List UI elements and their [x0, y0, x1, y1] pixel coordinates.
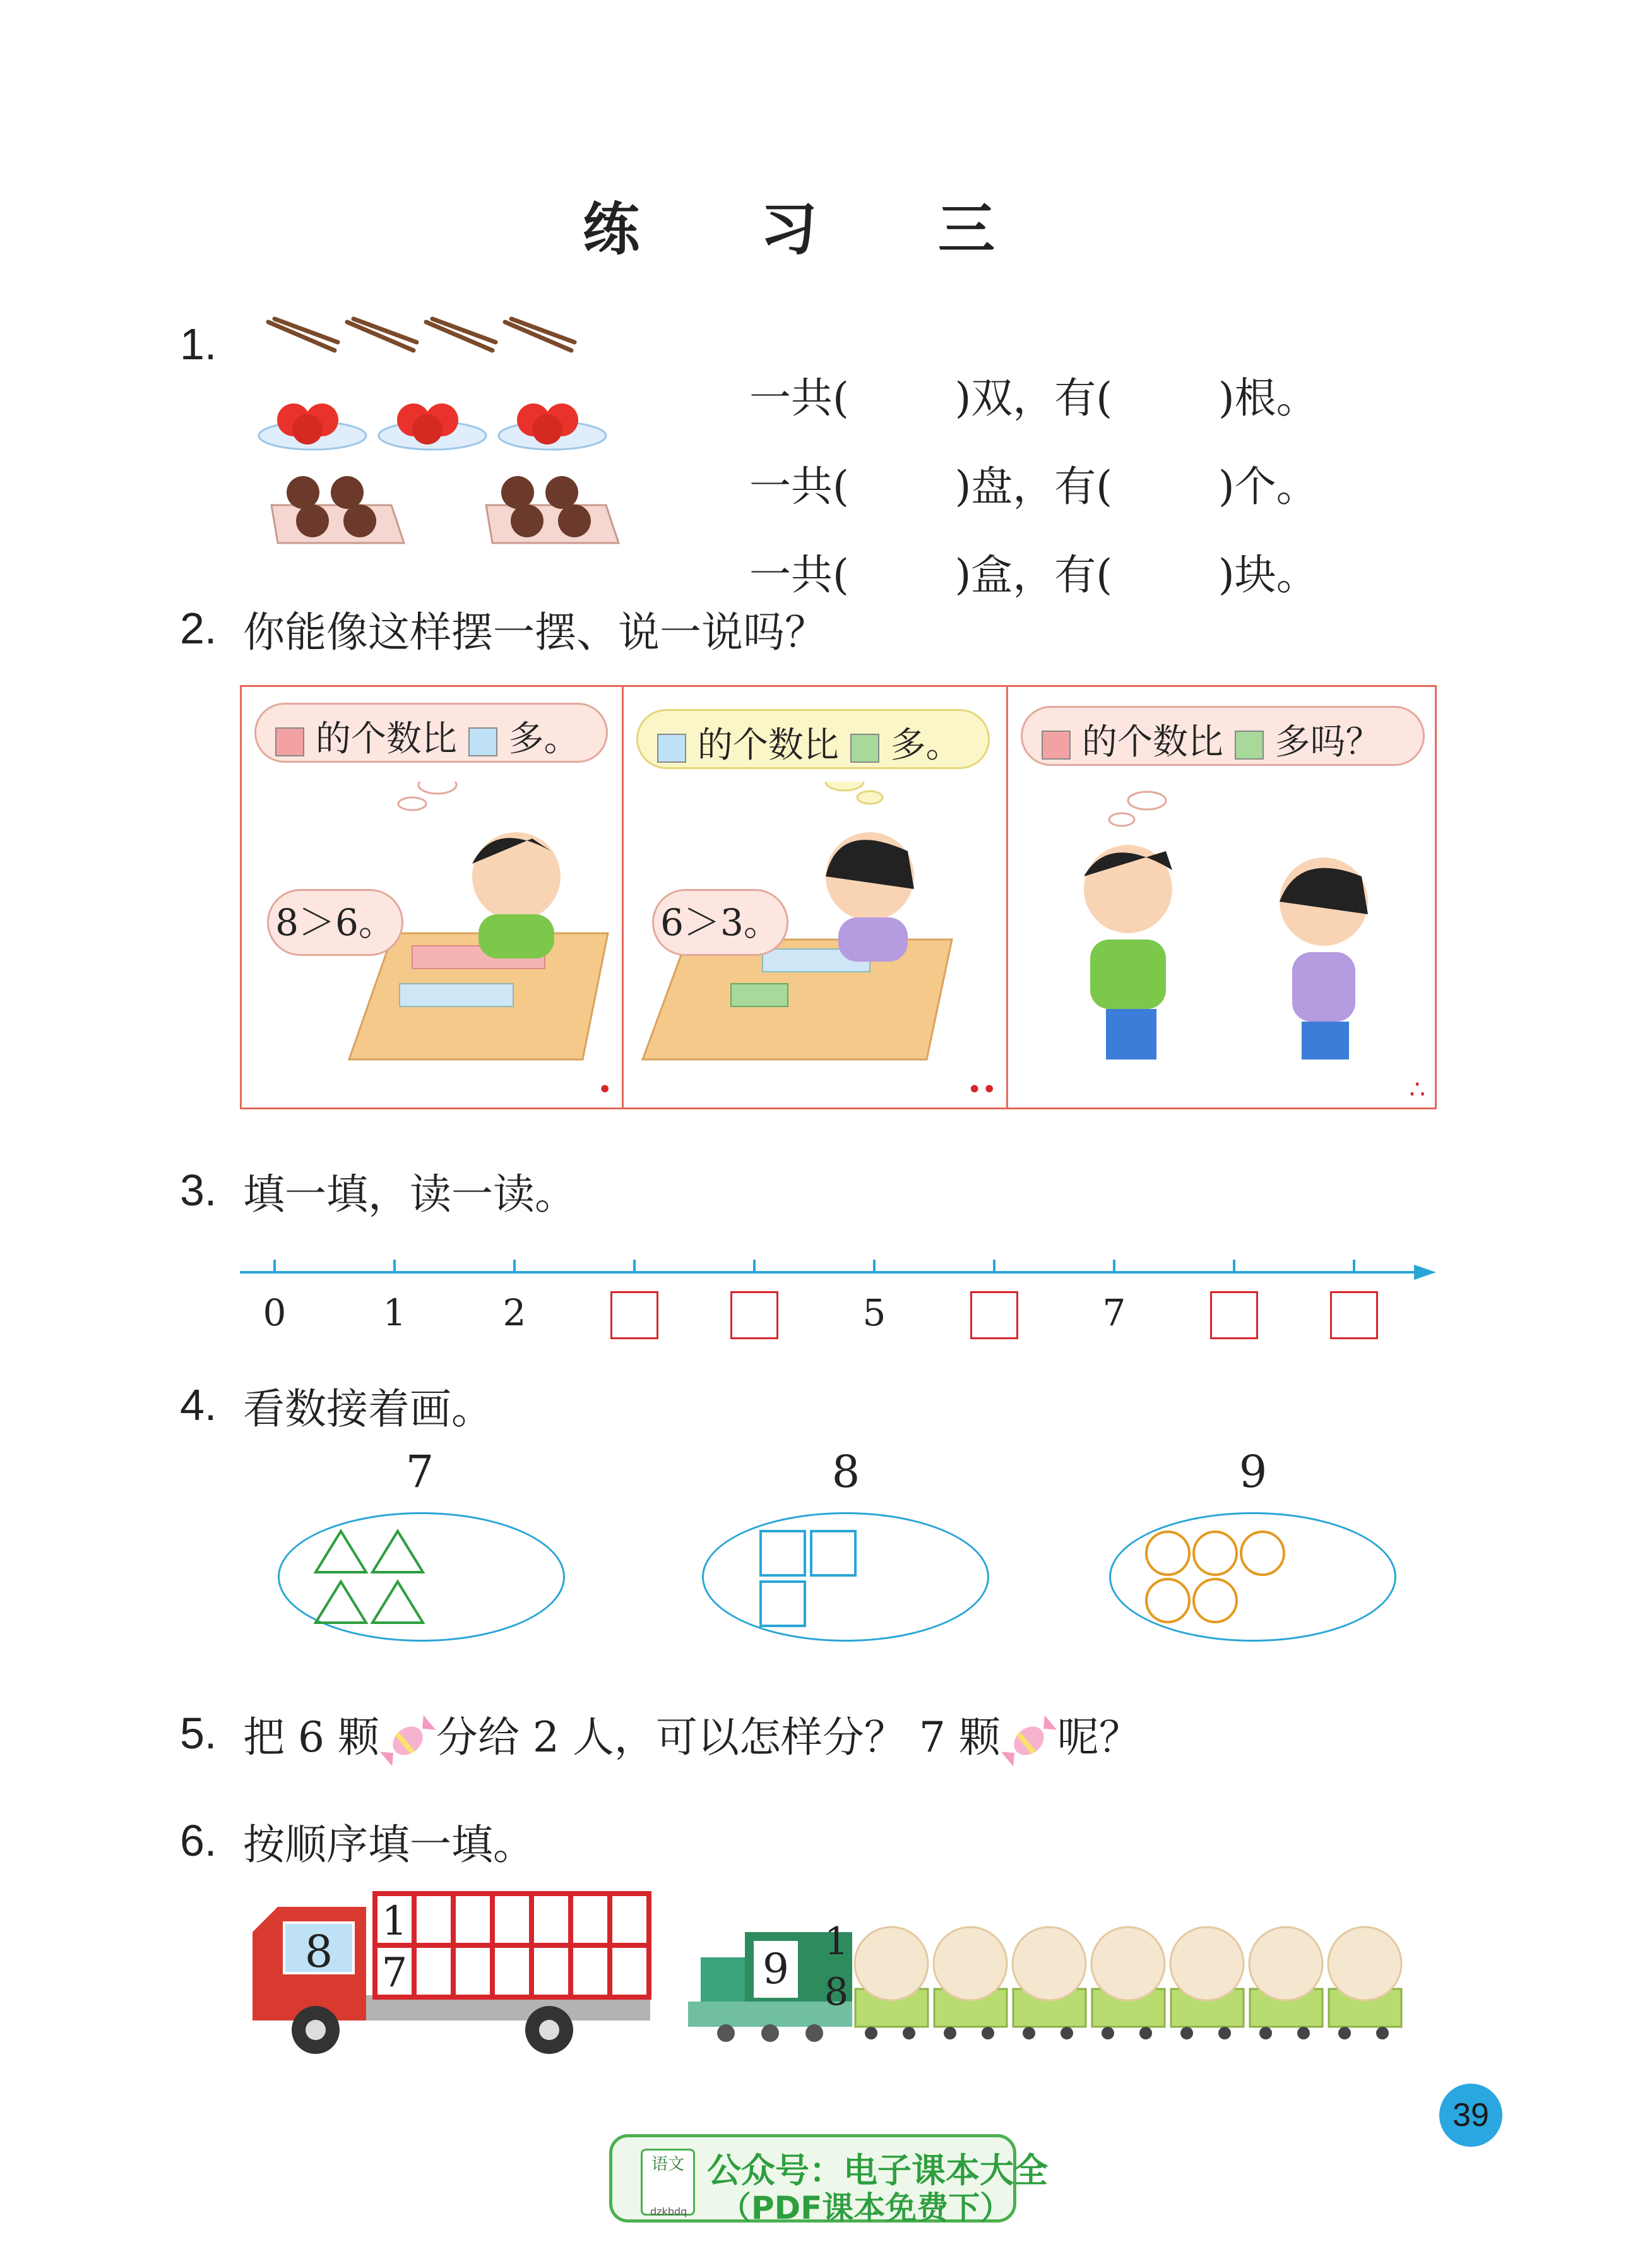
tomato-plate-icon: [256, 385, 609, 455]
q2-panel-2: [622, 685, 1008, 1109]
q4-text: 看数接着画。: [243, 1385, 493, 1433]
tick-label: 7: [1102, 1291, 1126, 1334]
q2-panel-1: [240, 685, 624, 1109]
speech-bubble: 8＞6。: [267, 889, 403, 956]
grid-cell[interactable]: [453, 1945, 492, 1997]
speech-bubble: 6＞3。: [652, 889, 788, 956]
footer-line-1: 公众号：电子课本大全: [707, 2151, 1048, 2190]
boy-and-girl-illustration: [1059, 782, 1412, 1097]
grid-cell: 1: [375, 1894, 414, 1945]
triangles-icon: [312, 1528, 432, 1629]
count-number: 8: [831, 1446, 860, 1498]
grid-cell[interactable]: [492, 1894, 532, 1945]
footer-line-2: （PDF课本免费下）: [720, 2190, 1012, 2226]
grid-cell[interactable]: [610, 1945, 649, 1997]
train-car-bottom-number: 8: [824, 1970, 849, 2014]
candy-icon: [1001, 1712, 1057, 1769]
answer-box[interactable]: [730, 1291, 778, 1339]
q1-number: 1.: [180, 319, 217, 369]
difficulty-dots: ∴: [1409, 1075, 1425, 1104]
q1-line-2: 一共( )盘，有( )个。: [749, 462, 1318, 511]
answer-box[interactable]: [970, 1291, 1018, 1339]
tick-label: 0: [263, 1291, 287, 1334]
footer-watermark: [609, 2134, 1048, 2226]
thought-bubble: 的个数比 多。: [254, 703, 608, 763]
grid-cell[interactable]: [610, 1894, 649, 1945]
red-cube-icon: [275, 727, 304, 756]
grid-cell[interactable]: [571, 1945, 610, 1997]
difficulty-dots: ••: [966, 1075, 997, 1104]
red-cube-icon: [1042, 731, 1071, 760]
candy-icon: [379, 1712, 436, 1769]
difficulty-dots: •: [597, 1075, 612, 1104]
train-engine-number: 9: [751, 1938, 800, 2000]
grid-cell[interactable]: [414, 1894, 453, 1945]
train-illustration: [688, 1907, 1446, 2046]
q6-text: 按顺序填一填。: [243, 1820, 535, 1869]
q2-text: 你能像这样摆一摆、说一说吗？: [243, 608, 826, 657]
count-number: 7: [405, 1446, 434, 1498]
count-number: 9: [1239, 1446, 1268, 1498]
book-logo-icon: 语文: [641, 2149, 695, 2216]
tick-label: 2: [502, 1291, 526, 1334]
footer-tag: dzkbdq: [650, 2205, 687, 2217]
blue-cube-icon: [657, 734, 686, 763]
circles-icon: [1143, 1528, 1294, 1629]
blue-cube-icon: [468, 727, 497, 756]
q6-number: 6.: [180, 1816, 217, 1865]
q1-line-3: 一共( )盒，有( )块。: [749, 551, 1318, 599]
grid-cell[interactable]: [532, 1894, 571, 1945]
thought-bubble: 的个数比 多。: [636, 709, 990, 769]
green-cube-icon: [1235, 731, 1264, 760]
page-number: 39: [1439, 2084, 1502, 2147]
truck-cab-number: 8: [304, 1926, 333, 1978]
tick-label: 1: [383, 1291, 407, 1334]
answer-box[interactable]: [1330, 1291, 1378, 1339]
thought-bubble: 的个数比 多吗？: [1021, 706, 1425, 766]
q2-number: 2.: [180, 604, 217, 653]
q5-number: 5.: [180, 1709, 217, 1758]
cake-box-icon: [265, 461, 631, 549]
answer-box[interactable]: [1210, 1291, 1258, 1339]
truck-grid: [372, 1891, 651, 2000]
train-car-top-number: 1: [824, 1919, 849, 1964]
q5-text: 把 6 颗 分给 2 人，可以怎样分？ 7 颗 呢？: [243, 1704, 1141, 1769]
chopsticks-icon: [265, 316, 581, 360]
grid-cell[interactable]: [532, 1945, 571, 1997]
tick-label: 5: [862, 1291, 886, 1334]
grid-cell: 7: [375, 1945, 414, 1997]
green-cube-icon: [850, 734, 879, 763]
grid-cell[interactable]: [414, 1945, 453, 1997]
q1-line-1: 一共( )双，有( )根。: [749, 374, 1318, 422]
q4-number: 4.: [180, 1380, 217, 1429]
grid-cell[interactable]: [571, 1894, 610, 1945]
page-title: 练 习 三: [583, 196, 1045, 263]
number-line: [240, 1253, 1439, 1285]
q3-number: 3.: [180, 1166, 217, 1215]
q2-panel-3: [1006, 685, 1437, 1109]
q3-text: 填一填，读一读。: [243, 1170, 576, 1219]
grid-cell[interactable]: [492, 1945, 532, 1997]
answer-box[interactable]: [610, 1291, 658, 1339]
grid-cell[interactable]: [453, 1894, 492, 1945]
squares-icon: [758, 1528, 865, 1629]
